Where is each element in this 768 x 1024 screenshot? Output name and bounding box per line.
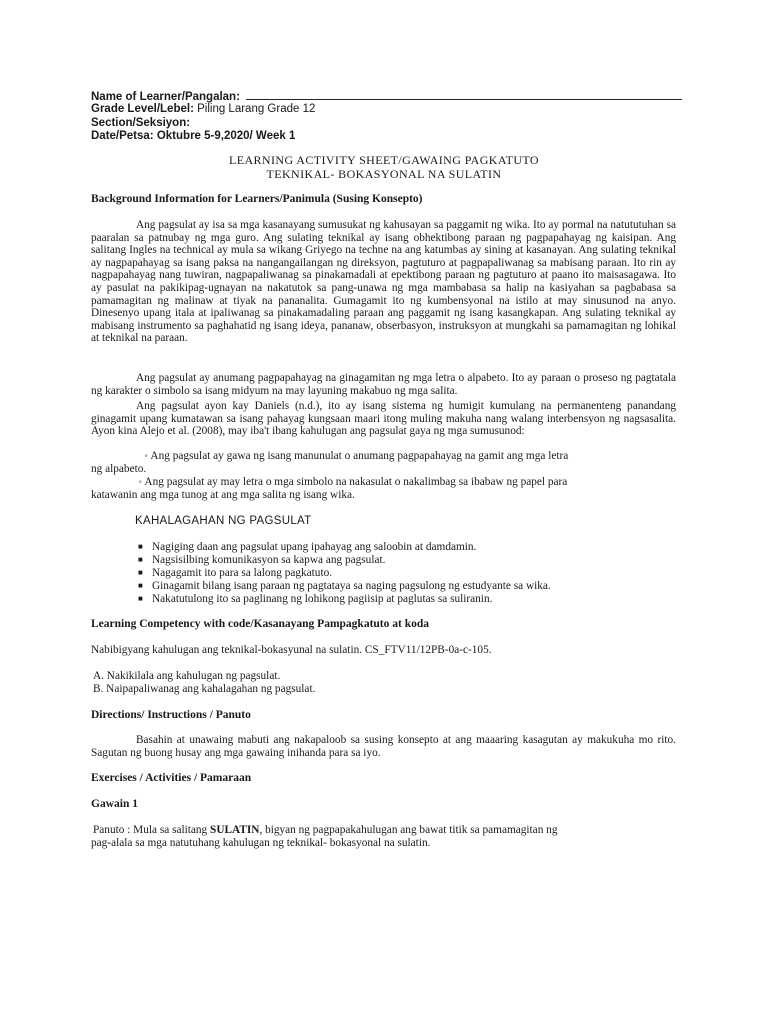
- grade-level-value: Piling Larang Grade 12: [197, 103, 316, 115]
- grade-level-row: [91, 103, 315, 115]
- learner-name-label: Name of Learner/Pangalan:: [91, 91, 240, 103]
- bullet-icon: ■: [138, 594, 143, 603]
- learner-name-row: [91, 88, 682, 103]
- sheet-subtitle: TEKNIKAL- BOKASYONAL NA SULATIN: [266, 167, 502, 181]
- gawain-heading: Gawain 1: [91, 798, 138, 810]
- panuto-line-1: [93, 824, 557, 836]
- definition-marker-icon: ᵸ: [145, 452, 148, 461]
- definition-1: [91, 450, 568, 462]
- panuto-rest: , bigyan ng pagpapakahulugan ang bawat titik sa pamamagitan ng: [259, 824, 558, 836]
- date-label: Date/Petsa:: [91, 130, 154, 142]
- bullet-icon: ■: [138, 555, 143, 564]
- definition-2-cont: katawanin ang mga tunog at ang mga salita ng isang wika.: [91, 489, 355, 501]
- importance-item: ■ Ginagamit bilang isang paraan ng pagtataya sa naging pagsulong ng estudyante sa wika.: [138, 580, 551, 592]
- panuto-prefix: Panuto : Mula sa salitang: [93, 824, 208, 836]
- importance-item: ■ Nagiging daan ang pagsulat upang ipahayag ang saloobin at damdamin.: [138, 541, 477, 553]
- definition-1-cont: ng alpabeto.: [91, 463, 147, 475]
- importance-item: ■ Nagsisilbing komunikasyon sa kapwa ang pagsulat.: [138, 554, 386, 566]
- importance-item: ■ Nakatutulong ito sa paglinang ng lohikong pagiisip at paglutas sa suliranin.: [138, 593, 493, 605]
- date-value: Oktubre 5-9,2020/ Week 1: [156, 130, 296, 142]
- competency-item-b: B. Naipapaliwanag ang kahalagahan ng pagsulat.: [93, 683, 316, 695]
- sheet-title: LEARNING ACTIVITY SHEET/GAWAING PAGKATUTO: [229, 153, 539, 167]
- bullet-icon: ■: [138, 581, 143, 590]
- competency-text: Nabibigyang kahulugan ang teknikal-bokasyunal na sulatin. CS_FTV11/12PB-0a-c-105.: [91, 644, 492, 656]
- background-heading: Background Information for Learners/Panimula (Susing Konsepto): [91, 193, 423, 205]
- background-paragraph-2: Ang pagsulat ay anumang pagpapahayag na ginagamitan ng mga letra o alpabeto. Ito ay paraan o proseso ng pagtatala ng karakter o simbolo sa isang midyum na may layuning makabuo ng mga salita.: [91, 372, 676, 397]
- directions-heading: Directions/ Instructions / Panuto: [91, 709, 251, 721]
- definition-2-text: Ang pagsulat ay may letra o mga simbolo na nakasulat o nakalimbag sa ibabaw ng papel para: [144, 476, 568, 488]
- bullet-icon: ■: [138, 542, 143, 551]
- importance-item: ■ Nagagamit ito para sa lalong pagkatuto.: [138, 567, 333, 579]
- definition-2: [91, 476, 567, 488]
- date-row: [91, 130, 295, 142]
- directions-text: Basahin at unawaing mabuti ang nakapaloob sa susing konsepto at ang maaaring kasagutan ay makukuha mo rito. Sagutan ng buong husay ang mga gawaing inihanda para sa iyo.: [91, 734, 676, 759]
- competency-heading: Learning Competency with code/Kasanayang Pampagkatuto at koda: [91, 618, 429, 630]
- bullet-icon: ■: [138, 568, 143, 577]
- grade-level-label: Grade Level/Lebel:: [91, 103, 194, 115]
- panuto-keyword: SULATIN: [210, 824, 260, 836]
- competency-item-a: A. Nakikilala ang kahulugan ng pagsulat.: [93, 670, 281, 682]
- definition-marker-icon: ᵸ: [139, 478, 142, 487]
- exercises-heading: Exercises / Activities / Pamaraan: [91, 772, 252, 784]
- importance-heading: KAHALAGAHAN NG PAGSULAT: [135, 515, 312, 527]
- section-row: [91, 117, 190, 129]
- learner-name-blank: [246, 88, 682, 100]
- section-label: Section/Seksiyon:: [91, 117, 191, 129]
- definition-1-text: Ang pagsulat ay gawa ng isang manunulat o anumang pagpapahayag na gamit ang mga letra: [150, 450, 569, 462]
- background-paragraph-1: Ang pagsulat ay isa sa mga kasanayang sumusukat ng kahusayan sa paggamit ng wika. Ito ay pormal na natututuhan sa paaralan sa patnubay ng mga guro. Ang sulating teknikal ay isang obhektibong paraan ng pagpapahayag ng kaisipan. Ang salitang Ingles na technical ay mula sa wikang Griyego na techne na ang katumbas ay sining at kasanayan. Ang sulating teknikal ay nagpapahayag sa isang paksa na nangangailangan ng direksyon, pagtuturo at pagpapaliwanag sa mabisang paraan. Ito rin ay nagpapahayag nang tuwiran, nagpapaliwanag sa pinakamadali at epektibong paraan ng pagtuturo at paano ito maisasagawa. Ito ay pasulat na pakikipag-ugnayan na nakatutok sa pang-unawa ng mga mambabasa sa halip na kasiyahan sa pagbabasa sa pamamagitan ng malinaw at tiyak na pananalita. Gumagamit ito ng kumbensyonal na istilo at may sinusunod na anyo. Dinesenyo upang itala at ipaliwanag sa pinakamadaling paraan ang paggamit ng isang kasangkapan. Ang sulating teknikal ay mabisang instrumento sa paghahatid ng isang ideya, pananaw, obserbasyon, instruksyon at mungkahi sa pamamagitan ng lohikal at teknikal na paraan.: [91, 219, 676, 345]
- background-paragraph-3: Ang pagsulat ayon kay Daniels (n.d.), ito ay isang sistema ng humigit kumulang na permanenteng panandang ginagamit upang kumatawan sa isang pahayag kungsaan maari itong muling makuha nang walang interbensyon ng nagsasalita. Ayon kina Alejo et al. (2008), may iba't ibang kahulugan ang pagsulat gaya ng mga sumusunod:: [91, 400, 676, 438]
- panuto-line-2: pag-alala sa mga natutuhang kahulugan ng teknikal- bokasyonal na sulatin.: [91, 837, 431, 849]
